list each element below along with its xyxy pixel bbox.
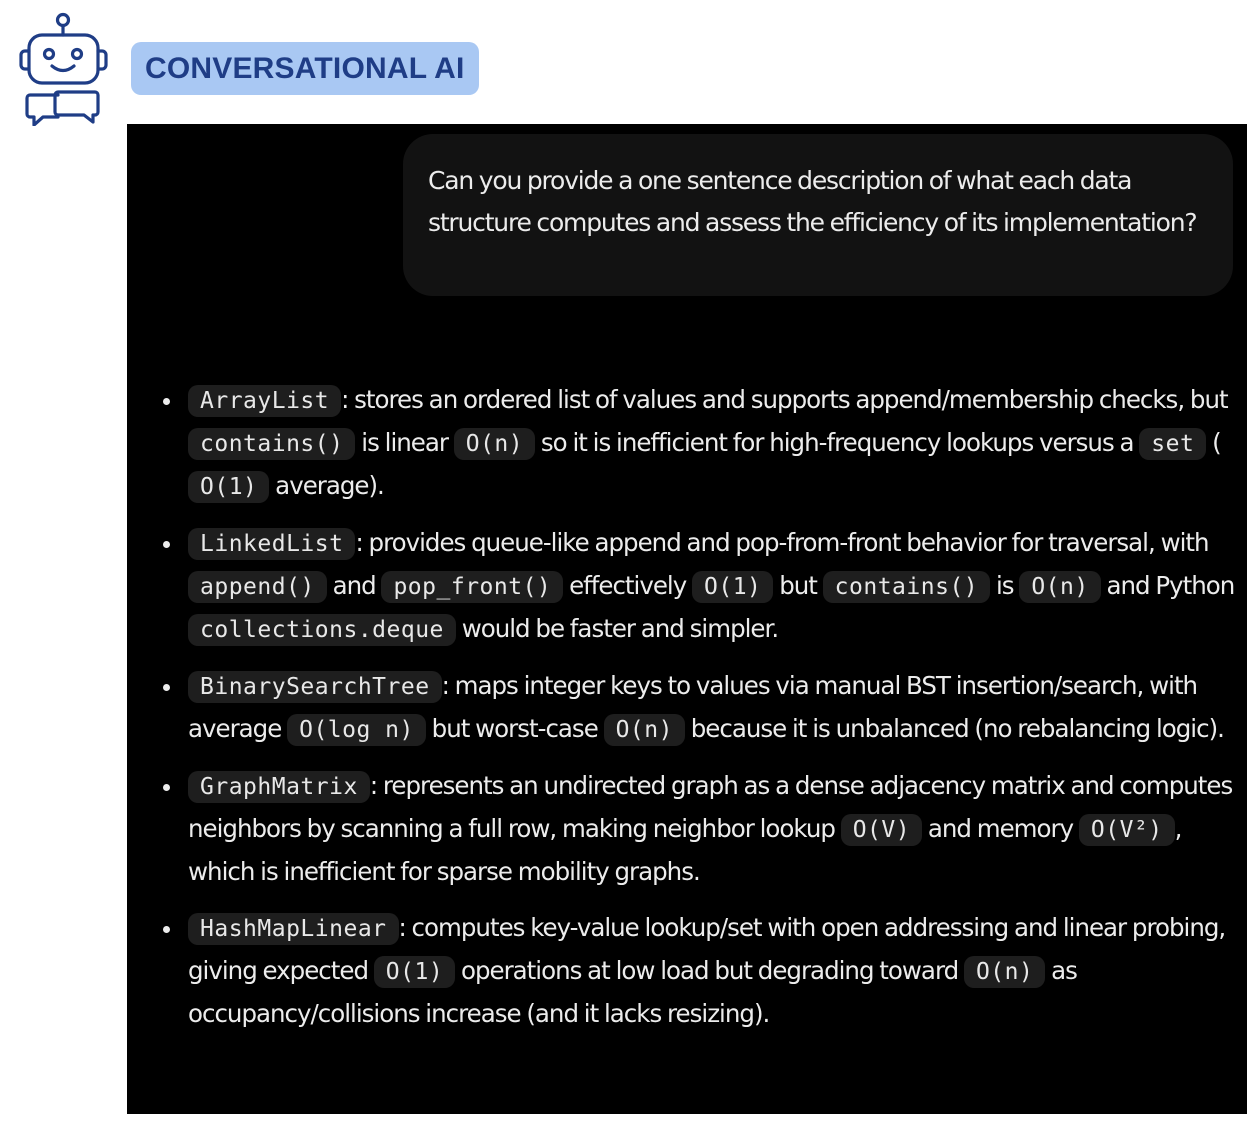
response-text: , which is inefficient for sparse mobility graphs.	[188, 814, 1182, 886]
inline-code: contains()	[823, 571, 990, 603]
response-list-item	[157, 379, 1247, 508]
inline-code: O(1)	[188, 471, 269, 503]
inline-code: O(log n)	[287, 714, 426, 746]
inline-code: pop_front()	[381, 571, 563, 603]
response-text: operations at low load but degrading toward	[455, 956, 964, 985]
response-text: average).	[269, 471, 384, 500]
inline-code: set	[1139, 428, 1206, 460]
response-text: but	[773, 571, 823, 600]
response-text: so it is inefficient for high-frequency lookups versus a	[535, 428, 1140, 457]
user-message-text: Can you provide a one sentence description of what each data structure computes and assess the efficiency of its implementation?	[428, 166, 1197, 237]
inline-code: BinarySearchTree	[188, 671, 442, 703]
brand-label: CONVERSATIONAL AI	[145, 51, 465, 85]
inline-code: LinkedList	[188, 528, 355, 560]
inline-code: ArrayList	[188, 385, 341, 417]
user-message-bubble	[403, 134, 1233, 296]
response-text: would be faster and simpler.	[455, 614, 779, 643]
response-text: effectively	[563, 571, 693, 600]
brand-badge	[131, 42, 479, 95]
response-text: : represents an undirected graph as a dense adjacency matrix and computes neighbors by scanning a full row, making neighbor lookup	[188, 771, 1233, 843]
response-text: is linear	[355, 428, 454, 457]
response-text: but worst-case	[425, 714, 604, 743]
response-text: : maps integer keys to values via manual BST insertion/search, with average	[188, 671, 1198, 743]
response-text: : provides queue-like append and pop-from-front behavior for traversal, with	[355, 528, 1209, 557]
response-text: : stores an ordered list of values and supports append/membership checks, but	[341, 385, 1228, 414]
assistant-response-list	[157, 379, 1247, 1049]
response-list-item	[157, 665, 1247, 751]
inline-code: GraphMatrix	[188, 771, 370, 803]
response-list-item	[157, 522, 1247, 651]
response-text: (	[1206, 428, 1221, 457]
inline-code: O(V²)	[1079, 814, 1175, 846]
inline-code: O(1)	[692, 571, 773, 603]
response-text: and Python	[1100, 571, 1235, 600]
inline-code: append()	[188, 571, 327, 603]
inline-code: O(n)	[454, 428, 535, 460]
response-text: because it is unbalanced (no rebalancing logic).	[684, 714, 1224, 743]
response-list-item	[157, 765, 1247, 893]
chat-panel	[127, 124, 1247, 1114]
response-text: and	[326, 571, 382, 600]
inline-code: O(V)	[841, 814, 922, 846]
response-text: is	[990, 571, 1020, 600]
inline-code: contains()	[188, 428, 355, 460]
inline-code: collections.deque	[188, 614, 456, 646]
response-list-item	[157, 907, 1247, 1035]
inline-code: HashMapLinear	[188, 913, 399, 945]
response-text: as occupancy/collisions increase (and it lacks resizing).	[188, 956, 1077, 1028]
response-text: and memory	[922, 814, 1079, 843]
inline-code: O(n)	[964, 956, 1045, 988]
inline-code: O(n)	[1019, 571, 1100, 603]
inline-code: O(1)	[374, 956, 455, 988]
robot-chat-icon	[14, 10, 114, 126]
inline-code: O(n)	[604, 714, 685, 746]
response-text: : computes key-value lookup/set with open addressing and linear probing, giving expected	[188, 913, 1226, 985]
